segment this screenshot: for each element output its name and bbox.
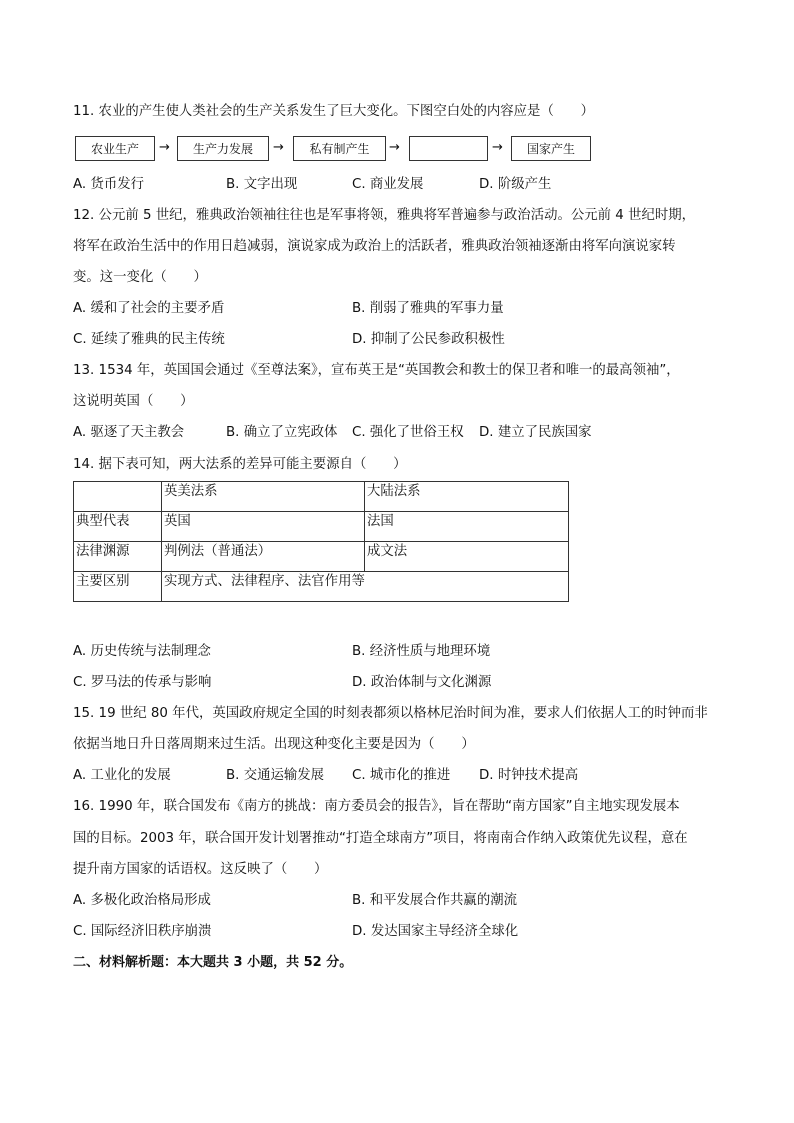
flow-arrow-1: → (159, 140, 170, 155)
law-systems-table (73, 481, 569, 602)
table-row (74, 572, 569, 602)
q16-stem-line-2: 国的目标。2003 年，联合国开发计划署推动“打造全球南方”项目，将南南合作纳入政策优先议程，意在 (73, 831, 688, 846)
q14-option-a: A. 历史传统与法制理念 (73, 644, 211, 659)
table-cell: 成文法 (365, 542, 569, 572)
table-cell: 法律渊源 (74, 542, 162, 572)
q16-option-a: A. 多极化政治格局形成 (73, 893, 211, 908)
table-row (74, 542, 569, 572)
q11-stem: 11. 农业的产生使人类社会的生产关系发生了巨大变化。下图空白处的内容应是（ ） (73, 104, 595, 119)
table-cell: 判例法（普通法） (162, 542, 365, 572)
section-heading: 二、材料解析题：本大题共 3 小题，共 52 分。 (73, 955, 353, 970)
q15-option-a: A. 工业化的发展 (73, 768, 171, 783)
table-cell: 实现方式、法律程序、法官作用等 (162, 572, 569, 602)
q13-option-c: C. 强化了世俗王权 (352, 425, 464, 440)
q13-option-b: B. 确立了立宪政体 (226, 425, 338, 440)
q15-option-b: B. 交通运输发展 (226, 768, 325, 783)
q12-stem-line-2: 将军在政治生活中的作用日趋减弱，演说家成为政治上的活跃者，雅典政治领袖逐渐由将军向演说家转 (73, 239, 676, 254)
flow-box-blank (409, 136, 488, 161)
table-header-row (74, 482, 569, 512)
q12-option-c: C. 延续了雅典的民主传统 (73, 332, 225, 347)
q12-option-d: D. 抑制了公民参政积极性 (352, 332, 505, 347)
q12-stem-line-3: 变。这一变化（ ） (73, 270, 207, 285)
q14-option-c: C. 罗马法的传承与影响 (73, 675, 212, 690)
table-header-cell: 大陆法系 (365, 482, 569, 512)
q16-stem-line-1: 16. 1990 年，联合国发布《南方的挑战：南方委员会的报告》，旨在帮助“南方国家”自主地实现发展本 (73, 799, 680, 814)
table-header-cell: 英美法系 (162, 482, 365, 512)
q13-stem-line-1: 13. 1534 年，英国国会通过《至尊法案》，宣布英王是“英国教会和教士的保卫者和唯一的最高领袖”， (73, 363, 680, 378)
q11-option-d: D. 阶级产生 (479, 177, 552, 192)
q12-option-b: B. 削弱了雅典的军事力量 (352, 301, 504, 316)
q16-option-b: B. 和平发展合作共赢的潮流 (352, 893, 517, 908)
q15-option-c: C. 城市化的推进 (352, 768, 451, 783)
q12-option-a: A. 缓和了社会的主要矛盾 (73, 301, 225, 316)
flow-box-2: 生产力发展 (177, 136, 269, 161)
q14-stem: 14. 据下表可知，两大法系的差异可能主要源自（ ） (73, 457, 407, 472)
q16-stem-line-3: 提升南方国家的话语权。这反映了（ ） (73, 862, 328, 877)
q13-option-d: D. 建立了民族国家 (479, 425, 592, 440)
q15-stem-line-2: 依据当地日升日落周期来过生活。出现这种变化主要是因为（ ） (73, 737, 475, 752)
q13-stem-line-2: 这说明英国（ ） (73, 394, 194, 409)
table-cell: 典型代表 (74, 512, 162, 542)
q13-option-a: A. 驱逐了天主教会 (73, 425, 185, 440)
table-row (74, 512, 569, 542)
flow-arrow-4: → (492, 140, 503, 155)
table-cell: 英国 (162, 512, 365, 542)
q14-option-b: B. 经济性质与地理环境 (352, 644, 491, 659)
q12-stem-line-1: 12. 公元前 5 世纪，雅典政治领袖往往也是军事将领，雅典将军普遍参与政治活动。公元前 4 世纪时期， (73, 208, 696, 223)
q11-option-a: A. 货币发行 (73, 177, 144, 192)
flow-arrow-3: → (389, 140, 400, 155)
q11-option-b: B. 文字出现 (226, 177, 298, 192)
q16-option-d: D. 发达国家主导经济全球化 (352, 924, 519, 939)
table-cell: 主要区别 (74, 572, 162, 602)
q15-stem-line-1: 15. 19 世纪 80 年代，英国政府规定全国的时刻表都须以格林尼治时间为准，要求人们依据人工的时钟而非 (73, 706, 708, 721)
q14-option-d: D. 政治体制与文化渊源 (352, 675, 492, 690)
q15-option-d: D. 时钟技术提高 (479, 768, 579, 783)
flow-box-3: 私有制产生 (293, 136, 386, 161)
flow-arrow-2: → (273, 140, 284, 155)
q16-option-c: C. 国际经济旧秩序崩溃 (73, 924, 212, 939)
table-cell: 法国 (365, 512, 569, 542)
table-header-cell (74, 482, 162, 512)
q11-option-c: C. 商业发展 (352, 177, 424, 192)
flow-box-5: 国家产生 (511, 136, 591, 161)
flow-box-1: 农业生产 (75, 136, 155, 161)
